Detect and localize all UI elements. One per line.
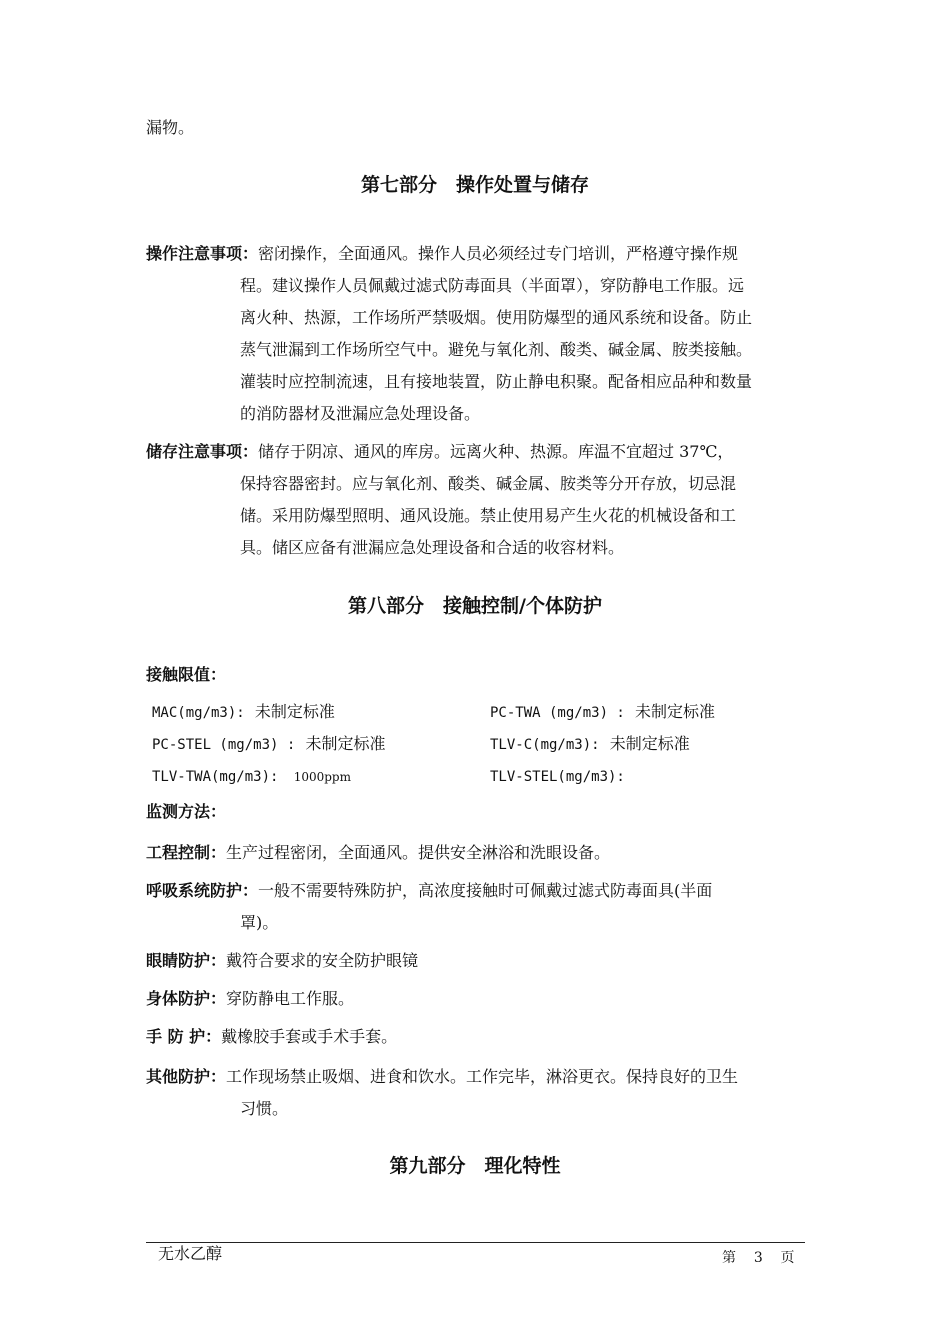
footer-page-suffix: 页: [780, 1250, 795, 1266]
limit-tlv-stel-key: TLV-STEL(mg/m3):: [490, 769, 625, 785]
storage-notes-label: 储存注意事项：: [146, 442, 259, 461]
limit-mac-value: 未制定标准: [254, 702, 335, 721]
operation-line-5: 的消防器材及泄漏应急处理设备。: [240, 404, 481, 423]
operation-line-0: 密闭操作，全面通风。操作人员必须经过专门培训，严格遵守操作规: [258, 244, 739, 263]
engineering-control: [146, 837, 610, 869]
respiratory-line-1: 罩)。: [240, 913, 279, 932]
limit-mac: [152, 696, 335, 729]
respiratory-protection: [146, 875, 816, 939]
operation-line-1: 程。建议操作人员佩戴过滤式防毒面具（半面罩），穿防静电工作服。远: [240, 276, 745, 295]
eye-protection-text: 戴符合要求的安全防护眼镜: [226, 951, 419, 970]
engineering-control-text: 生产过程密闭，全面通风。提供安全淋浴和洗眼设备。: [226, 843, 611, 862]
other-protection-label: 其他防护：: [146, 1067, 227, 1086]
limit-mac-key: MAC(mg/m3):: [152, 705, 245, 721]
limit-pc-stel-key: PC-STEL (mg/m3) :: [152, 737, 296, 753]
limit-tlv-stel: [490, 760, 625, 793]
footer-rule: [146, 1242, 805, 1243]
body-protection-text: 穿防静电工作服。: [226, 989, 355, 1008]
hand-protection-text: 戴橡胶手套或手术手套。: [221, 1027, 398, 1046]
body-protection-label: 身体防护：: [146, 989, 227, 1008]
limit-tlv-c-key: TLV-C(mg/m3):: [490, 737, 600, 753]
footer-page-number: 3: [753, 1250, 763, 1266]
limit-pc-twa-key: PC-TWA (mg/m3) :: [490, 705, 625, 721]
operation-notes-label: 操作注意事项：: [146, 244, 259, 263]
operation-notes: [146, 238, 816, 430]
storage-line-3: 具。储区应备有泄漏应急处理设备和合适的收容材料。: [240, 538, 625, 557]
eye-protection: [146, 945, 418, 977]
other-protection: [146, 1061, 816, 1125]
operation-line-4: 灌装时应控制流速，且有接地装置，防止静电积聚。配备相应品种和数量: [240, 372, 753, 391]
respiratory-line-0: 一般不需要特殊防护，高浓度接触时可佩戴过滤式防毒面具(半面: [258, 881, 713, 900]
storage-line-2: 储。采用防爆型照明、通风设施。禁止使用易产生火花的机械设备和工: [240, 506, 737, 525]
hand-protection: [146, 1021, 397, 1053]
limit-pc-stel-value: 未制定标准: [305, 734, 386, 753]
continued-text: 漏物。: [146, 118, 195, 137]
body-protection: [146, 983, 354, 1015]
limit-pc-stel: [152, 728, 385, 761]
section9-title: 第九部分 理化特性: [389, 1155, 561, 1177]
eye-protection-label: 眼睛防护：: [146, 951, 227, 970]
engineering-control-label: 工程控制：: [146, 843, 227, 862]
monitoring-label: 监测方法：: [146, 802, 227, 821]
hand-protection-label: 手 防 护：: [146, 1027, 222, 1046]
limit-tlv-twa: [152, 760, 351, 793]
other-line-0: 工作现场禁止吸烟、进食和饮水。工作完毕，淋浴更衣。保持良好的卫生: [226, 1067, 739, 1086]
limit-tlv-c-value: 未制定标准: [609, 734, 690, 753]
limit-tlv-twa-value: 1000ppm: [293, 770, 351, 784]
footer-page-prefix: 第: [722, 1250, 736, 1266]
limit-pc-twa-value: 未制定标准: [635, 702, 716, 721]
section7-title: 第七部分 操作处置与储存: [360, 174, 589, 196]
storage-line-0: 储存于阴凉、通风的库房。远离火种、热源。库温不宜超过 37℃，: [258, 442, 734, 461]
limit-tlv-twa-key: TLV-TWA(mg/m3):: [152, 769, 279, 785]
limit-pc-twa: [490, 696, 715, 729]
operation-line-3: 蒸气泄漏到工作场所空气中。避免与氧化剂、酸类、碱金属、胺类接触。: [240, 340, 753, 359]
other-line-1: 习惯。: [240, 1099, 289, 1118]
footer-page-indicator: [722, 1246, 795, 1270]
limit-tlv-c: [490, 728, 690, 761]
storage-notes: [146, 436, 816, 564]
footer-doc-name: 无水乙醇: [158, 1244, 223, 1263]
section8-title: 第八部分 接触控制/个体防护: [348, 595, 602, 617]
storage-line-1: 保持容器密封。应与氧化剂、酸类、碱金属、胺类等分开存放，切忌混: [240, 474, 737, 493]
respiratory-protection-label: 呼吸系统防护：: [146, 881, 259, 900]
exposure-limits-label: 接触限值：: [146, 665, 227, 684]
operation-line-2: 离火种、热源，工作场所严禁吸烟。使用防爆型的通风系统和设备。防止: [240, 308, 753, 327]
